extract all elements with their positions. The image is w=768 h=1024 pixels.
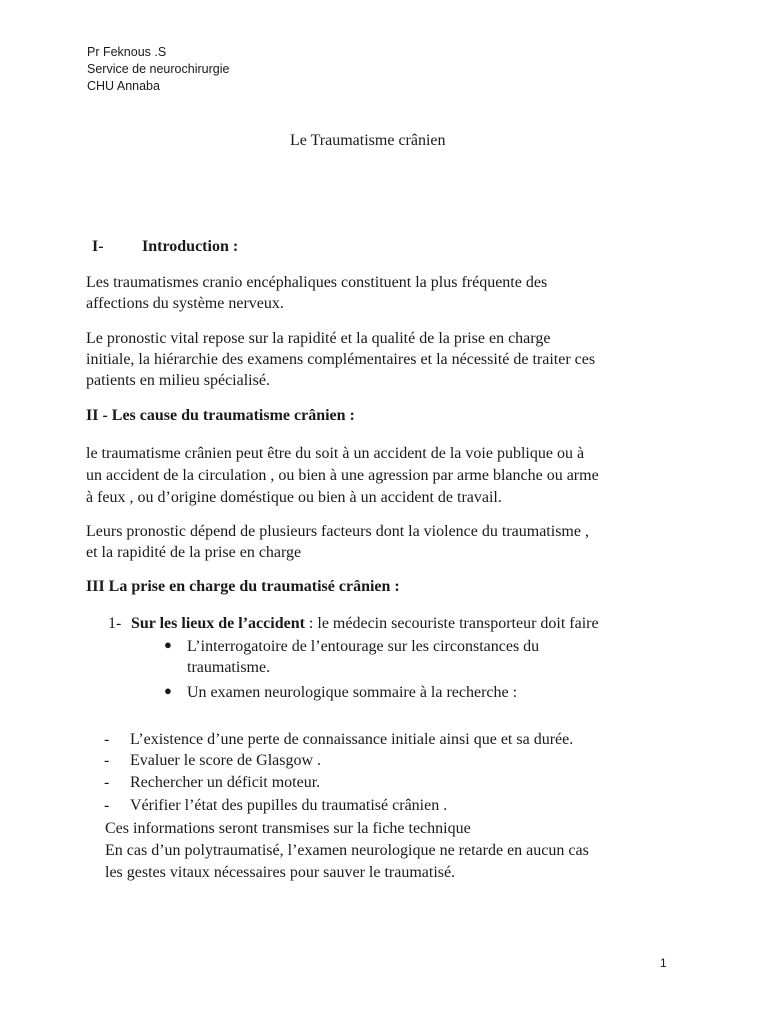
section2-p1-line1: le traumatisme crânien peut être du soit à un accident de la voie publique ou à — [86, 445, 585, 462]
dash-item-3: Rechercher un déficit moteur. — [130, 774, 321, 791]
section2-p2-line1: Leurs pronostic dépend de plusieurs facteurs dont la violence du traumatisme , — [86, 523, 589, 540]
section1-heading: Introduction : — [142, 238, 239, 255]
bullet1-line2: traumatisme. — [187, 659, 271, 676]
closing-line2: En cas d’un polytraumatisé, l’examen neurologique ne retarde en aucun cas — [105, 842, 589, 859]
header-department: Service de neurochirurgie — [87, 62, 230, 76]
section2-p2-line2: et la rapidité de la prise en charge — [86, 544, 302, 561]
page-number: 1 — [660, 956, 667, 970]
section1-number: I- — [92, 238, 104, 255]
bullet2-line1: Un examen neurologique sommaire à la recherche : — [187, 684, 518, 701]
dash-item-2: Evaluer le score de Glasgow . — [130, 752, 322, 769]
header-author: Pr Feknous .S — [87, 45, 167, 59]
header-hospital: CHU Annaba — [87, 79, 160, 93]
section2-p1-line3: à feux , ou d’origine doméstique ou bien à un accident de travail. — [86, 489, 502, 506]
closing-line1: Ces informations seront transmises sur la fiche technique — [105, 820, 471, 837]
section3-heading: III La prise en charge du traumatisé crânien : — [86, 578, 400, 595]
bullet-icon: ● — [164, 683, 172, 698]
section2-p1-line2: un accident de la circulation , ou bien à une agression par arme blanche ou arme — [86, 467, 599, 484]
section1-p2-line2: initiale, la hiérarchie des examens complémentaires et la nécessité de traiter ces — [86, 351, 596, 368]
section1-p1-line1: Les traumatismes cranio encéphaliques constituent la plus fréquente des — [86, 274, 548, 291]
section1-p1-line2: affections du système nerveux. — [86, 295, 284, 312]
document-title: Le Traumatisme crânien — [290, 132, 446, 149]
bullet-icon: ● — [164, 637, 172, 652]
dash-icon: - — [104, 774, 110, 791]
dash-icon: - — [104, 752, 110, 769]
dash-item-4: Vérifier l’état des pupilles du traumatisé crânien . — [130, 797, 448, 814]
bullet1-line1: L’interrogatoire de l’entourage sur les circonstances du — [187, 638, 540, 655]
section3-item1-rest: : le médecin secouriste transporteur doit faire — [304, 615, 599, 632]
closing-line3: les gestes vitaux nécessaires pour sauver le traumatisé. — [105, 864, 456, 881]
section1-p2-line3: patients en milieu spécialisé. — [86, 372, 270, 389]
dash-icon: - — [104, 731, 110, 748]
dash-item-1: L’existence d’une perte de connaissance initiale ainsi que et sa durée. — [130, 731, 574, 748]
section2-heading: II - Les cause du traumatisme crânien : — [86, 407, 355, 424]
dash-icon: - — [104, 797, 110, 814]
section1-p2-line1: Le pronostic vital repose sur la rapidité et la qualité de la prise en charge — [86, 330, 551, 347]
section3-item1-number: 1- — [108, 615, 122, 632]
section3-item1 — [131, 613, 599, 634]
section3-item1-bold: Sur les lieux de l’accident — [131, 615, 305, 632]
